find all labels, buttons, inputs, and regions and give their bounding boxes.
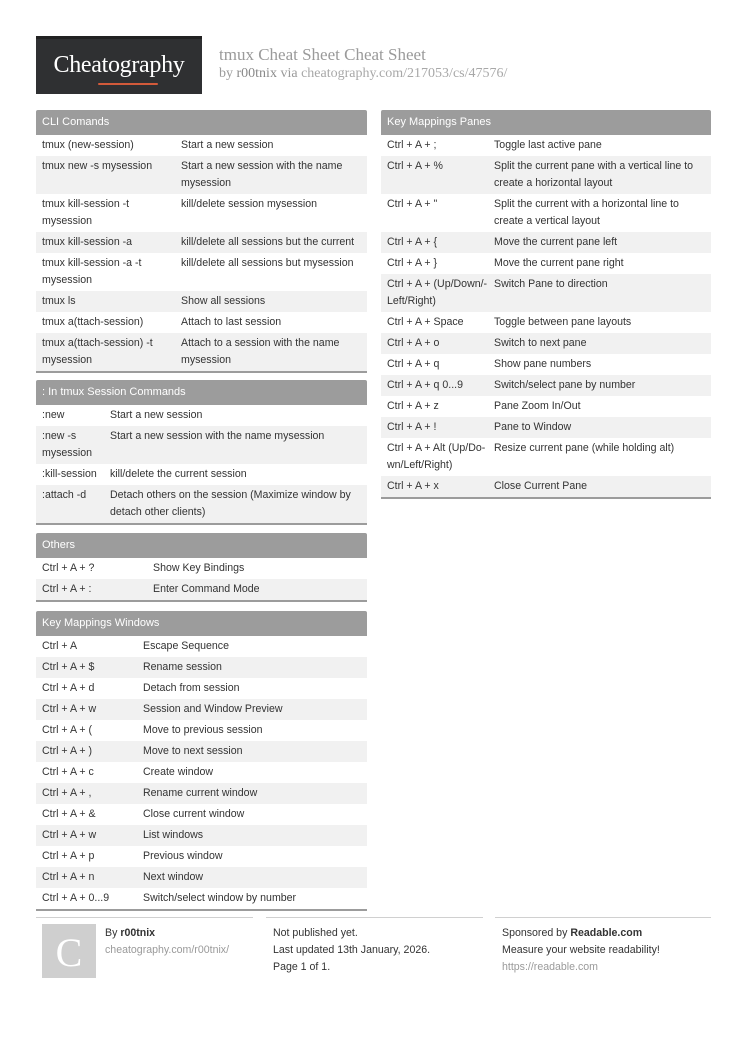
table-row [381, 333, 711, 354]
shortcut-key: Ctrl + A + Space [387, 316, 464, 328]
author-link[interactable]: r00tnix [236, 66, 277, 81]
shortcut-description: Split the current with a horizontal line to create a vertical layout [494, 198, 679, 227]
footer-author-block [105, 925, 229, 959]
table-row [36, 558, 367, 579]
shortcut-description: Detach from session [143, 682, 240, 694]
footer-author-url[interactable]: cheatography.com/r00tnix/ [105, 944, 230, 956]
table-row [381, 417, 711, 438]
table-row [36, 783, 367, 804]
table-row [36, 464, 367, 485]
shortcut-key: tmux kill-session -t mysession [42, 198, 130, 227]
section-body [381, 135, 711, 499]
logo-text: Cheatography [53, 52, 185, 78]
shortcut-description: kill/delete all sessions but the current [181, 236, 355, 248]
shortcut-key: Ctrl + A + % [387, 160, 443, 172]
shortcut-description: Move to previous session [143, 724, 263, 736]
shortcut-description: Session and Window Preview [143, 703, 283, 715]
shortcut-key: Ctrl + A + ; [387, 139, 437, 151]
shortcut-key: Ctrl + A + ? [42, 562, 95, 574]
footer-divider [36, 917, 253, 918]
table-row [36, 741, 367, 762]
shortcut-description: Split the current pane with a vertical line to create a horizontal layout [494, 160, 694, 189]
section-cli-commands [36, 110, 367, 373]
table-row [36, 867, 367, 888]
table-row [381, 438, 711, 476]
avatar-letter: C [55, 930, 83, 975]
shortcut-description: kill/delete all sessions but mysession [181, 257, 354, 269]
shortcut-key: Ctrl + A + z [387, 400, 439, 412]
shortcut-description: Create window [143, 766, 214, 778]
shortcut-description: Switch/select pane by number [494, 379, 636, 391]
table-row [381, 375, 711, 396]
shortcut-description: Toggle last active pane [494, 139, 602, 151]
shortcut-key: Ctrl + A + Alt (Up/Do-wn/Left/Right) [387, 442, 486, 471]
shortcut-key: Ctrl + A + ( [42, 724, 93, 736]
shortcut-key: tmux a(ttach-session) [42, 316, 144, 328]
table-row [381, 312, 711, 333]
by-label: by [219, 66, 233, 81]
shortcut-key: Ctrl + A [42, 640, 78, 652]
shortcut-description: Start a new session [181, 139, 274, 151]
footer-sponsor-link[interactable]: Readable.com [570, 927, 643, 939]
shortcut-description: kill/delete the current session [110, 468, 247, 480]
table-row [36, 846, 367, 867]
footer-divider [266, 917, 483, 918]
shortcut-description: Show pane numbers [494, 358, 592, 370]
shortcut-key: Ctrl + A + (Up/Down/-Left/Right) [387, 278, 488, 307]
shortcut-description: Attach to a session with the name mysession [181, 337, 340, 366]
shortcut-key: Ctrl + A + o [387, 337, 440, 349]
footer-divider [495, 917, 711, 918]
table-row [36, 804, 367, 825]
shortcut-key: Ctrl + A + x [387, 480, 439, 492]
table-row [36, 485, 367, 523]
section-key-mappings-panes [381, 110, 711, 499]
shortcut-key: Ctrl + A + q [387, 358, 440, 370]
shortcut-key: Ctrl + A + d [42, 682, 95, 694]
shortcut-key: :new -s mysession [42, 430, 93, 459]
section-key-mappings-windows [36, 611, 367, 911]
shortcut-key: Ctrl + A + p [42, 850, 95, 862]
shortcut-description: Start a new session with the name mysession [181, 160, 343, 189]
section-title: Others [36, 533, 367, 558]
shortcut-description: Previous window [143, 850, 223, 862]
shortcut-key: tmux new -s mysession [42, 160, 153, 172]
shortcut-key: Ctrl + A + w [42, 829, 97, 841]
shortcut-description: Show all sessions [181, 295, 266, 307]
shortcut-description: Switch Pane to direction [494, 278, 608, 290]
table-row [381, 396, 711, 417]
shortcut-key: tmux a(ttach-session) -t mysession [42, 337, 153, 366]
section-others [36, 533, 367, 602]
table-row [36, 194, 367, 232]
shortcut-description: Move the current pane left [494, 236, 618, 248]
footer-updated: Last updated 13th January, 2026. [273, 944, 431, 956]
shortcut-key: Ctrl + A + c [42, 766, 94, 778]
section-title: Key Mappings Panes [381, 110, 711, 135]
section-title: Key Mappings Windows [36, 611, 367, 636]
table-row [36, 426, 367, 464]
section-body [36, 405, 367, 525]
shortcut-key: Ctrl + A + $ [42, 661, 95, 673]
shortcut-description: Pane Zoom In/Out [494, 400, 581, 412]
sheet-url-link[interactable]: cheatography.com/217053/cs/47576/ [301, 66, 508, 81]
shortcut-key: Ctrl + A + ) [42, 745, 93, 757]
shortcut-key: Ctrl + A + w [42, 703, 97, 715]
shortcut-key: Ctrl + A + q 0...9 [387, 379, 463, 391]
shortcut-key: Ctrl + A + , [42, 787, 92, 799]
shortcut-description: Move the current pane right [494, 257, 624, 269]
shortcut-key: Ctrl + A + } [387, 257, 438, 269]
shortcut-key: Ctrl + A + n [42, 871, 95, 883]
shortcut-description: Enter Command Mode [153, 583, 260, 595]
table-row [36, 699, 367, 720]
shortcut-key: Ctrl + A + 0...9 [42, 892, 110, 904]
shortcut-description: Rename current window [143, 787, 258, 799]
footer-sponsored-label: Sponsored by [502, 927, 568, 939]
table-row [36, 657, 367, 678]
shortcut-key: Ctrl + A + : [42, 583, 92, 595]
table-row [381, 135, 711, 156]
footer-sponsor-url[interactable]: https://readable.com [502, 961, 598, 973]
table-row [381, 274, 711, 312]
table-row [381, 476, 711, 497]
shortcut-description: Resize current pane (while holding alt) [494, 442, 675, 454]
shortcut-description: Show Key Bindings [153, 562, 245, 574]
shortcut-description: Escape Sequence [143, 640, 229, 652]
footer-sponsor-tagline: Measure your website readability! [502, 944, 660, 956]
logo-underline [98, 83, 158, 85]
table-row [36, 888, 367, 909]
shortcut-description: Start a new session with the name mysession [110, 430, 325, 442]
table-row [381, 156, 711, 194]
shortcut-key: Ctrl + A + { [387, 236, 438, 248]
table-row [381, 354, 711, 375]
shortcut-description: Rename session [143, 661, 222, 673]
shortcut-description: Detach others on the session (Maximize window by detach other clients) [110, 489, 351, 518]
cheatography-logo[interactable] [36, 36, 202, 94]
shortcut-key: tmux kill-session -a [42, 236, 133, 248]
table-row [36, 579, 367, 600]
table-row [36, 678, 367, 699]
shortcut-description: Start a new session [110, 409, 203, 421]
shortcut-key: :kill-session [42, 468, 97, 480]
table-row [381, 194, 711, 232]
shortcut-key: Ctrl + A + & [42, 808, 96, 820]
table-row [36, 312, 367, 333]
table-row [36, 762, 367, 783]
section-title: : In tmux Session Commands [36, 380, 367, 405]
table-row [36, 405, 367, 426]
footer-sponsor-block [502, 925, 660, 976]
shortcut-key: tmux ls [42, 295, 76, 307]
footer-page-number: Page 1 of 1. [273, 961, 331, 973]
shortcut-description: Next window [143, 871, 204, 883]
table-row [36, 720, 367, 741]
shortcut-description: Switch/select window by number [143, 892, 297, 904]
table-row [36, 636, 367, 657]
section-in-session-commands [36, 380, 367, 525]
page-title: tmux Cheat Sheet Cheat Sheet [219, 45, 426, 64]
shortcut-key: tmux (new-session) [42, 139, 134, 151]
shortcut-key: tmux kill-session -a -t mysession [42, 257, 142, 286]
via-label: via [280, 66, 298, 81]
table-row [36, 291, 367, 312]
table-row [381, 253, 711, 274]
shortcut-key: Ctrl + A + " [387, 198, 438, 210]
shortcut-description: Close Current Pane [494, 480, 588, 492]
shortcut-description: Pane to Window [494, 421, 572, 433]
table-row [36, 333, 367, 371]
shortcut-description: Switch to next pane [494, 337, 587, 349]
shortcut-description: Close current window [143, 808, 245, 820]
table-row [36, 825, 367, 846]
section-body [36, 558, 367, 602]
shortcut-key: :new [42, 409, 65, 421]
footer-author-link[interactable]: r00tnix [120, 927, 156, 939]
section-body [36, 135, 367, 373]
page-subtitle [219, 66, 507, 82]
footer-by-label: By [105, 927, 118, 939]
table-row [36, 253, 367, 291]
table-row [381, 232, 711, 253]
shortcut-description: kill/delete session mysession [181, 198, 318, 210]
shortcut-key: Ctrl + A + ! [387, 421, 437, 433]
table-row [36, 232, 367, 253]
table-row [36, 135, 367, 156]
section-body [36, 636, 367, 911]
section-title: CLI Comands [36, 110, 367, 135]
footer-published: Not published yet. [273, 927, 358, 939]
author-avatar[interactable] [42, 924, 96, 978]
shortcut-description: Attach to last session [181, 316, 282, 328]
table-row [36, 156, 367, 194]
shortcut-description: List windows [143, 829, 204, 841]
shortcut-description: Move to next session [143, 745, 243, 757]
footer-publish-block [273, 925, 430, 976]
shortcut-description: Toggle between pane layouts [494, 316, 632, 328]
shortcut-key: :attach -d [42, 489, 87, 501]
